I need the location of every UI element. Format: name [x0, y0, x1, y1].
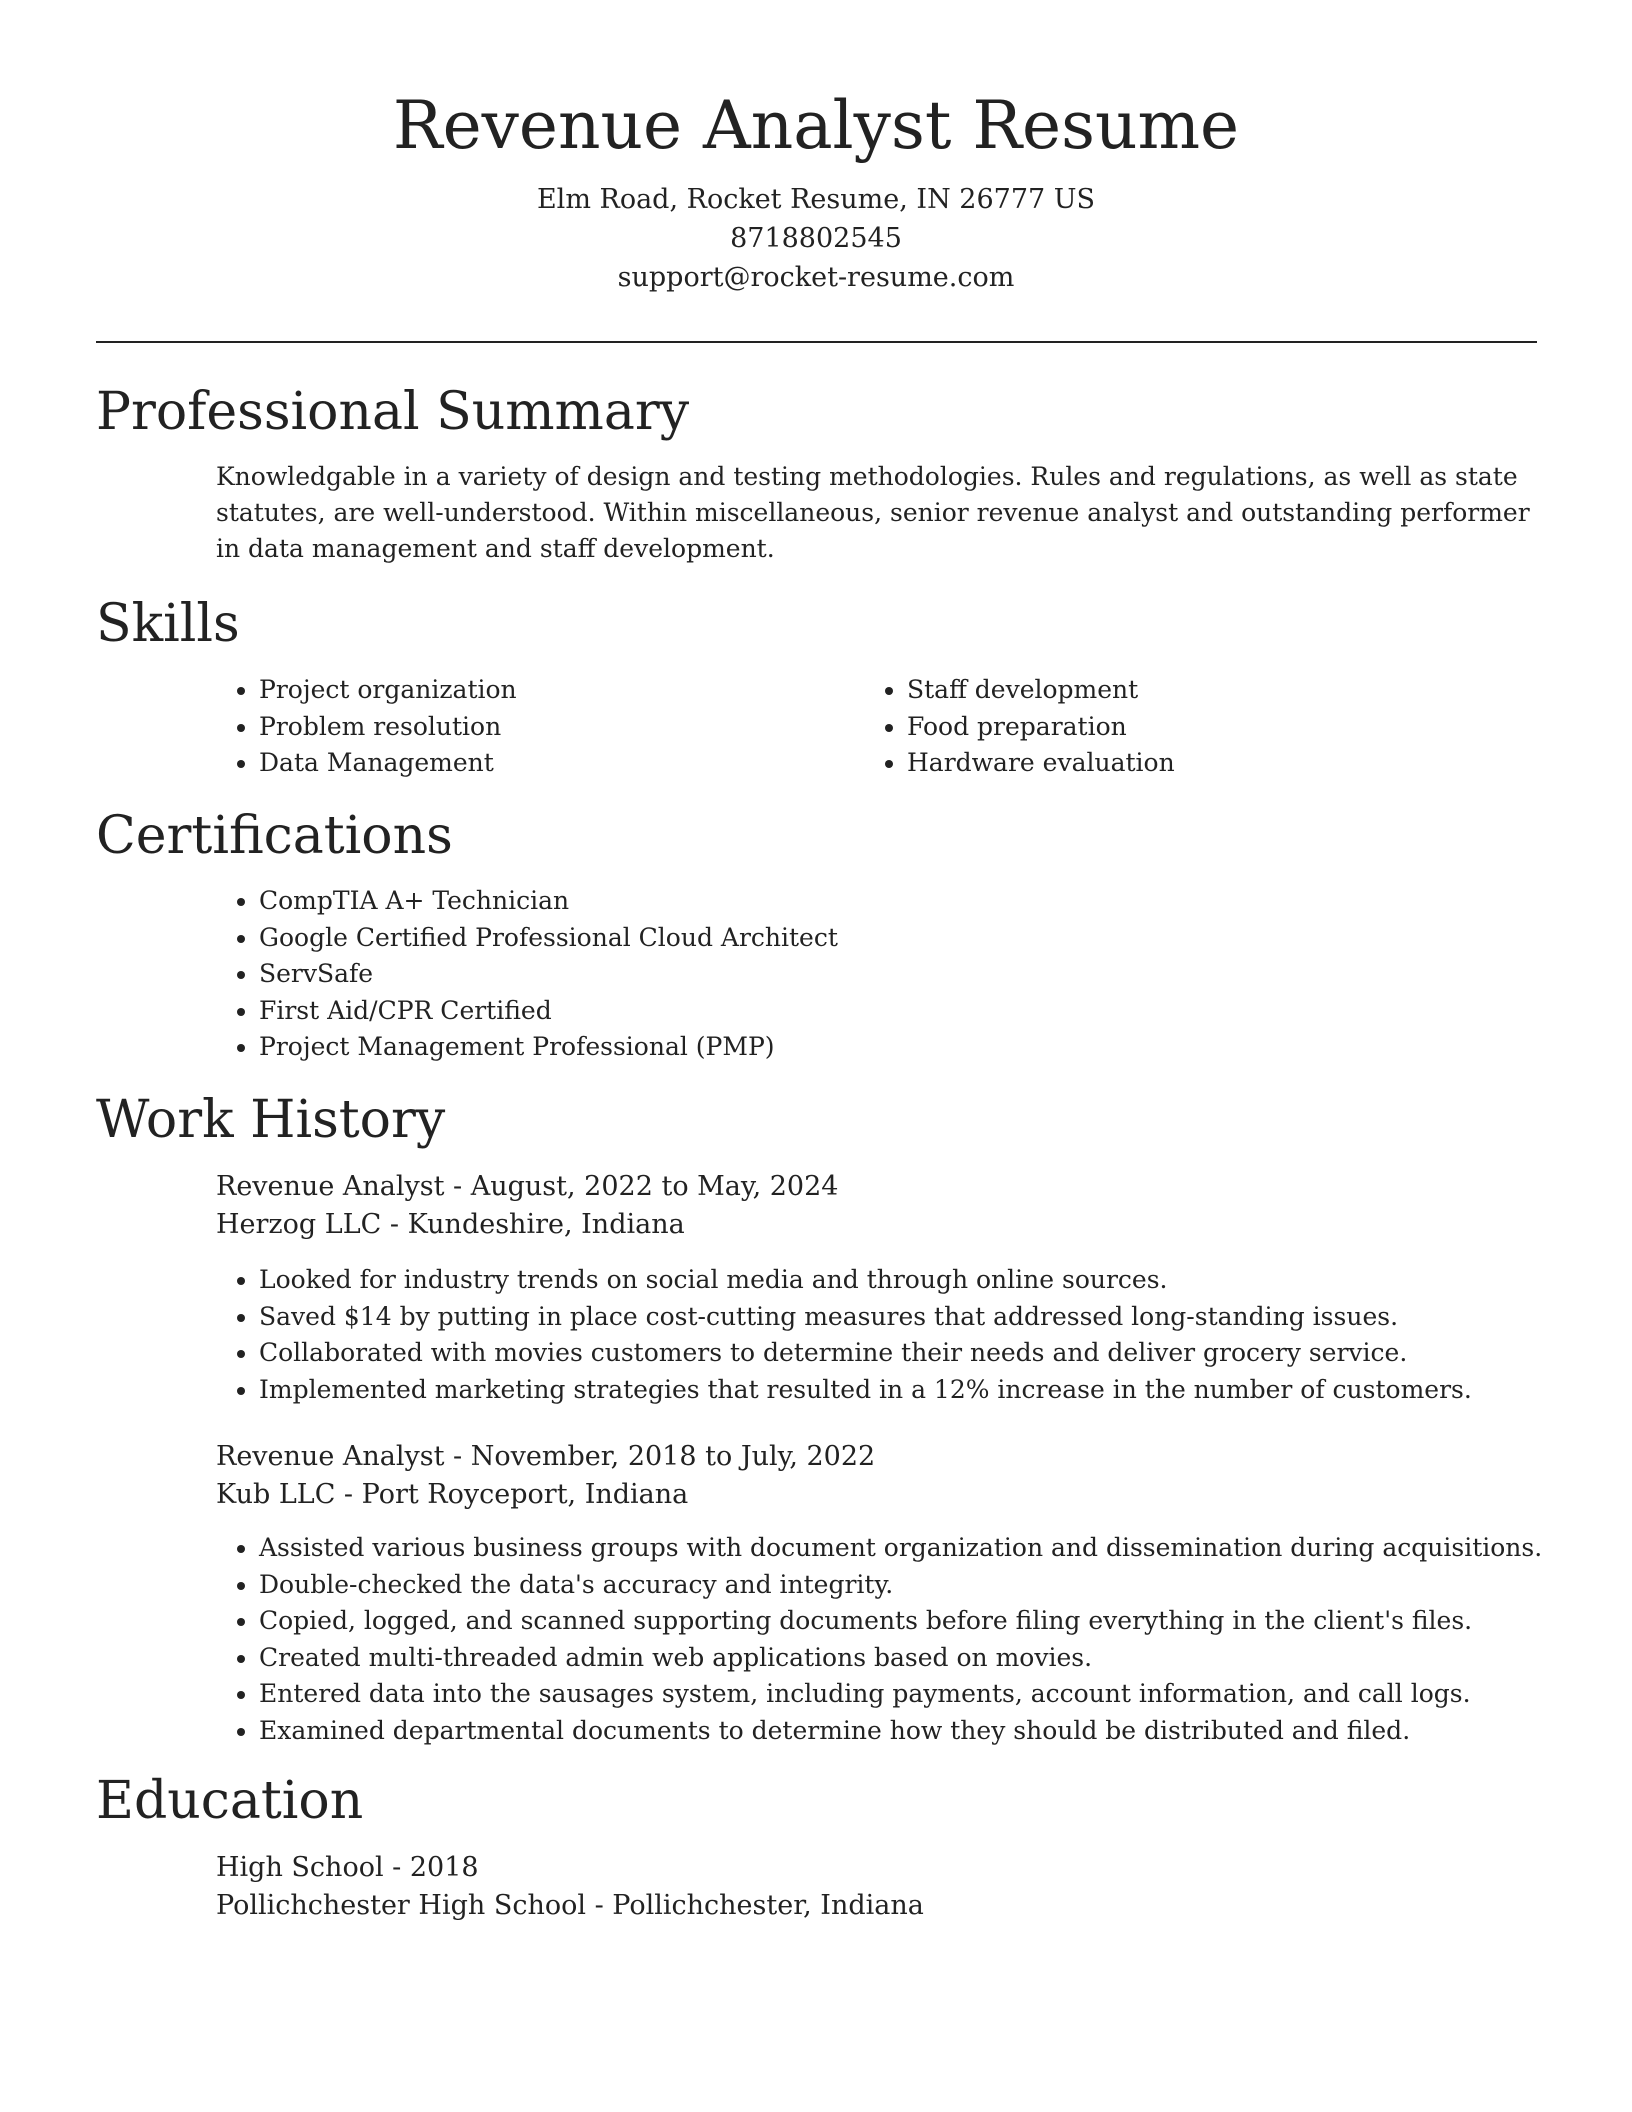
certification-item: • Google Certified Professional Cloud Architect [259, 920, 838, 957]
contact-phone: 8718802545 [730, 223, 902, 254]
job-bullets [215, 1530, 1542, 1749]
certification-item: • CompTIA A+ Technician [259, 883, 838, 920]
job-bullet: • Entered data into the sausages system, including payments, account information, and call logs. [259, 1676, 1542, 1713]
certifications-heading: Certifications [96, 806, 453, 866]
work-history-heading: Work History [96, 1090, 446, 1150]
skill-item: • Hardware evaluation [907, 745, 1175, 782]
certification-item: • Project Management Professional (PMP) [259, 1029, 838, 1066]
summary-heading: Professional Summary [96, 382, 690, 442]
resume-header [0, 86, 1632, 297]
job-bullet: • Double-checked the data's accuracy and integrity. [259, 1567, 1542, 1604]
skills-list-right [863, 672, 1175, 782]
job-bullet: • Created multi-threaded admin web applications based on movies. [259, 1640, 1542, 1677]
header-divider [96, 341, 1537, 343]
job-bullet: • Copied, logged, and scanned supporting documents before filing everything in the client's files. [259, 1603, 1542, 1640]
job-bullet: • Saved $14 by putting in place cost-cutting measures that addressed long-standing issues. [259, 1299, 1472, 1336]
contact-block [0, 180, 1632, 297]
skill-item: • Problem resolution [259, 709, 517, 746]
skill-item: • Staff development [907, 672, 1175, 709]
job-bullets [215, 1262, 1472, 1408]
job-title-line: Revenue Analyst - November, 2018 to July, 2022 [216, 1441, 876, 1472]
job-company-line: Herzog LLC - Kundeshire, Indiana [216, 1209, 685, 1240]
skill-item: • Food preparation [907, 709, 1175, 746]
skill-item: • Project organization [259, 672, 517, 709]
job-bullet: • Assisted various business groups with document organization and dissemination during acquisitions. [259, 1530, 1542, 1567]
skills-list-left [215, 672, 517, 782]
skill-item: • Data Management [259, 745, 517, 782]
certification-item: • First Aid/CPR Certified [259, 993, 838, 1030]
job-bullet: • Examined departmental documents to determine how they should be distributed and filed. [259, 1713, 1542, 1750]
job-bullet: • Implemented marketing strategies that resulted in a 12% increase in the number of customers. [259, 1372, 1472, 1409]
job-title-line: Revenue Analyst - August, 2022 to May, 2024 [216, 1171, 839, 1202]
education-degree-line: High School - 2018 [216, 1852, 479, 1883]
skills-heading: Skills [96, 594, 240, 654]
certification-item: • ServSafe [259, 956, 838, 993]
education-school-line: Pollichchester High School - Pollichchester, Indiana [216, 1890, 924, 1921]
job-bullet: • Collaborated with movies customers to determine their needs and deliver grocery service. [259, 1335, 1472, 1372]
resume-title: Revenue Analyst Resume [392, 87, 1240, 164]
job-bullet: • Looked for industry trends on social media and through online sources. [259, 1262, 1472, 1299]
contact-email: support@rocket-resume.com [617, 262, 1015, 293]
summary-text: Knowledgable in a variety of design and testing methodologies. Rules and regulations, as well as state statutes, are well-understood. Within miscellaneous, senior revenue analyst and outstanding performer in data management and staff development. [216, 462, 1530, 563]
certifications-list [215, 883, 838, 1066]
education-heading: Education [96, 1771, 364, 1831]
job-company-line: Kub LLC - Port Royceport, Indiana [216, 1479, 689, 1510]
contact-address: Elm Road, Rocket Resume, IN 26777 US [536, 184, 1096, 215]
